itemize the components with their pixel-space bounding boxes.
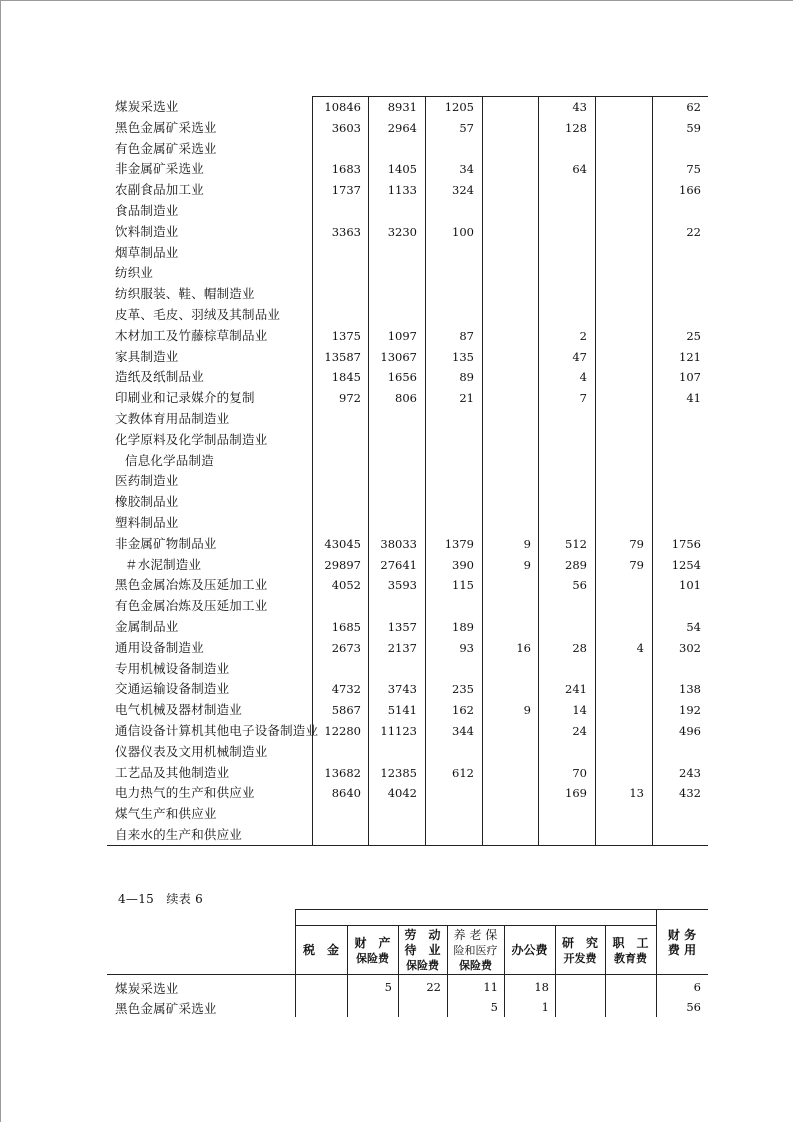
cell-c6: 13 [629,786,644,801]
header-property-insurance [347,936,398,966]
table-row [107,574,708,595]
cell-finance: 6 [693,980,701,994]
table-row [107,117,708,138]
cell-c2: 1097 [387,328,417,343]
table-row [107,242,708,263]
cell-c7: 1254 [671,557,701,572]
cell-c5: 47 [572,349,587,364]
row-label: 农副食品加工业 [115,182,204,198]
cell-c2: 1357 [387,619,417,634]
cell-c3: 1205 [444,100,474,114]
cell-c7: 1756 [671,536,701,551]
row-label: 通用设备制造业 [115,639,204,655]
row-label: 信息化学品制造 [125,452,214,468]
column-divider [504,925,505,1017]
cell-c3: 324 [452,183,474,198]
table-row [107,658,708,679]
cell-c3: 390 [452,557,474,572]
cell-c1: 1683 [331,162,361,177]
cell-c2: 3743 [387,682,417,697]
cell-c1: 10846 [324,100,361,114]
cell-c3: 235 [452,682,474,697]
cell-labor: 22 [426,980,441,994]
cell-c7: 138 [679,682,701,697]
header-property-line2: 保险费 [356,952,389,965]
table-row [107,304,708,325]
cell-c5: 128 [565,120,587,135]
header-pension-line2: 险和医疗 [453,944,498,957]
cell-c2: 13067 [380,349,417,364]
cell-c2: 806 [395,391,417,406]
page-border-left [0,0,1,1122]
row-label: 非金属矿采选业 [115,161,204,177]
cell-c7: 54 [686,619,701,634]
row-label: 非金属矿物制品业 [115,535,217,551]
table-row [107,824,708,845]
cell-c2: 11123 [380,723,417,738]
header-finance [656,928,708,958]
cell-c2: 38033 [380,536,417,551]
cell-c7: 121 [679,349,701,364]
header-labor-line2: 待 业 [404,943,441,957]
cell-c2: 1656 [387,370,417,385]
header-tax: 税 金 [302,943,339,957]
cell-c2: 5141 [387,703,417,718]
cell-c5: 28 [572,640,587,655]
header-bottom-rule [107,974,708,975]
cell-c1: 8640 [331,786,361,801]
row-label: 文教体育用品制造业 [115,410,230,426]
header-pension-line1: 养 老 保 [453,928,498,942]
row-label: 家具制造业 [115,348,179,364]
cell-c7: 107 [679,370,701,385]
row-label: 通信设备计算机其他电子设备制造业 [115,722,319,738]
cell-c2: 2964 [387,120,417,135]
row-label: 黑色金属矿采选业 [115,119,217,135]
table-row [107,200,708,221]
cell-c7: 166 [679,183,701,198]
row-label: 煤气生产和供应业 [115,806,217,822]
table-body [107,96,708,845]
row-label: 皮革、毛皮、羽绒及其制品业 [115,306,281,322]
cell-c2: 1133 [387,183,417,198]
cell-c5: 64 [572,162,587,177]
cell-c6: 4 [636,640,644,655]
cell-c1: 13682 [324,765,361,780]
table-row [107,366,708,387]
row-label: 化学原料及化学制品制造业 [115,431,268,447]
table-row [107,450,708,471]
cell-c4: 9 [523,536,531,551]
cell-c3: 93 [459,640,474,655]
cell-c2: 8931 [387,100,417,114]
cell-c3: 57 [459,120,474,135]
cell-c7: 192 [679,703,701,718]
header-finance-line1: 财 务 [667,928,697,942]
page-border-top [0,0,793,1]
header-office: 办公费 [511,943,548,957]
row-label: 食品制造业 [115,202,179,218]
row-label: 造纸及纸制品业 [115,369,204,385]
table-row [107,720,708,741]
row-label: 纺织服装、鞋、帽制造业 [115,286,255,302]
cell-c3: 89 [459,370,474,385]
table-row [107,158,708,179]
table-row [107,470,708,491]
table-bottom-rule [107,845,708,846]
cell-c5: 4 [579,370,587,385]
cell-c1: 5867 [331,703,361,718]
cell-c4: 9 [523,557,531,572]
cell-c7: 25 [686,328,701,343]
cell-c3: 189 [452,619,474,634]
cell-c2: 2137 [387,640,417,655]
table-caption: 4—15 续表 6 [118,892,204,906]
table-row [107,803,708,824]
table-row [107,221,708,242]
cell-c2: 1405 [387,162,417,177]
table-row [107,616,708,637]
cell-c7: 75 [686,162,701,177]
cell-c5: 2 [579,328,587,343]
row-label: 木材加工及竹藤棕草制品业 [115,327,268,343]
cell-c7: 243 [679,765,701,780]
cell-c1: 29897 [324,557,361,572]
cell-c3: 21 [459,391,474,406]
header-research [555,936,605,966]
cell-c1: 4732 [331,682,361,697]
row-label: 饮料制造业 [115,223,179,239]
row-label: 印刷业和记录媒介的复制 [115,390,255,406]
cell-pension: 11 [483,980,498,994]
cell-c1: 3363 [331,224,361,239]
cell-c1: 4052 [331,578,361,593]
table-row [107,554,708,575]
cell-pension: 5 [490,1000,498,1014]
cell-c3: 162 [452,703,474,718]
cell-c7: 62 [686,100,701,114]
cell-c1: 1845 [331,370,361,385]
cell-c4: 9 [523,703,531,718]
continued-table [107,909,708,1017]
cell-c5: 43 [572,100,587,114]
cell-c3: 87 [459,328,474,343]
header-research-line1: 研 究 [561,936,598,950]
cell-c1: 972 [339,391,361,406]
cell-c3: 612 [452,765,474,780]
header-labor-insurance [398,928,447,973]
cell-office: 1 [541,1000,549,1014]
cell-c7: 496 [679,723,701,738]
row-label: 电气机械及器材制造业 [115,702,243,718]
table-row [107,346,708,367]
row-label: 烟草制品业 [115,244,179,260]
cell-c1: 2673 [331,640,361,655]
cell-c1: 1375 [331,328,361,343]
header-pension-insurance [447,928,504,973]
table-row [107,782,708,803]
cell-c3: 135 [452,349,474,364]
row-label: 金属制品业 [115,618,179,634]
table-row [107,96,708,117]
cell-c3: 344 [452,723,474,738]
cell-c5: 24 [572,723,587,738]
row-label: 自来水的生产和供应业 [115,826,243,842]
column-divider [656,909,657,1017]
column-divider [295,909,296,1017]
row-label: 黑色金属矿采选业 [115,1001,217,1016]
cell-c1: 13587 [324,349,361,364]
cell-c6: 79 [629,536,644,551]
cell-c2: 3593 [387,578,417,593]
cell-c5: 70 [572,765,587,780]
cell-c4: 16 [516,640,531,655]
header-property-line1: 财 产 [354,936,391,950]
cell-c5: 169 [565,786,587,801]
cell-c5: 241 [565,682,587,697]
header-group-rule [295,925,656,926]
table-row [107,262,708,283]
table-row [107,762,708,783]
cell-c3: 115 [452,578,474,593]
cell-c1: 43045 [324,536,361,551]
header-research-line2: 开发费 [563,952,597,965]
header-labor-line1: 劳 动 [404,928,441,942]
cell-c2: 4042 [387,786,417,801]
header-top-rule [295,909,708,910]
cell-finance: 56 [686,1000,701,1014]
table-row [107,179,708,200]
row-label: 塑料制品业 [115,514,179,530]
table-row [107,595,708,616]
row-label: ＃水泥制造业 [125,556,202,572]
cell-c6: 79 [629,557,644,572]
cell-c2: 27641 [380,557,417,572]
cell-c2: 3230 [387,224,417,239]
header-labor-line3: 保险费 [406,959,439,972]
table-row [107,408,708,429]
cell-c3: 34 [459,162,474,177]
cell-c2: 12385 [380,765,417,780]
row-label: 交通运输设备制造业 [115,681,230,697]
table-row [107,325,708,346]
row-label: 煤炭采选业 [115,981,179,996]
cell-c3: 100 [452,224,474,239]
row-label: 工艺品及其他制造业 [115,764,230,780]
table-row [107,699,708,720]
cell-c5: 512 [565,536,587,551]
row-label: 橡胶制品业 [115,494,179,510]
header-pension-line3: 保险费 [459,959,492,972]
cell-c7: 432 [679,786,701,801]
table-row [107,512,708,533]
header-staff-education [605,936,656,966]
cell-c5: 7 [579,391,587,406]
table-row [107,138,708,159]
cell-c5: 289 [565,557,587,572]
table-row [107,429,708,450]
cell-c1: 1685 [331,619,361,634]
cell-c5: 56 [572,578,587,593]
cell-c1: 3603 [331,120,361,135]
cell-office: 18 [534,980,549,994]
table-row [107,741,708,762]
cell-c7: 302 [679,640,701,655]
row-label: 有色金属冶炼及压延加工业 [115,598,268,614]
table-row [107,387,708,408]
header-finance-line2: 费 用 [667,943,697,957]
cell-c7: 41 [686,391,701,406]
row-label: 纺织业 [115,265,154,281]
cell-c3: 1379 [444,536,474,551]
cell-property: 5 [384,980,392,994]
row-label: 医药制造业 [115,473,179,489]
row-label: 有色金属矿采选业 [115,140,217,156]
header-staff-line2: 教育费 [614,952,647,965]
table-row [107,533,708,554]
cell-c1: 1737 [331,183,361,198]
cell-c5: 14 [572,703,587,718]
row-label: 电力热气的生产和供应业 [115,785,255,801]
cell-c7: 22 [686,224,701,239]
cell-c7: 101 [679,578,701,593]
row-label: 黑色金属冶炼及压延加工业 [115,577,268,593]
cell-c1: 12280 [324,723,361,738]
header-staff-line1: 职 工 [612,936,649,950]
table-row [107,283,708,304]
table-row [107,637,708,658]
row-label: 仪器仪表及文用机械制造业 [115,743,268,759]
row-label: 专用机械设备制造业 [115,660,230,676]
table-row [107,678,708,699]
cell-c7: 59 [686,120,701,135]
table-row [107,491,708,512]
row-label: 煤炭采选业 [115,99,179,114]
